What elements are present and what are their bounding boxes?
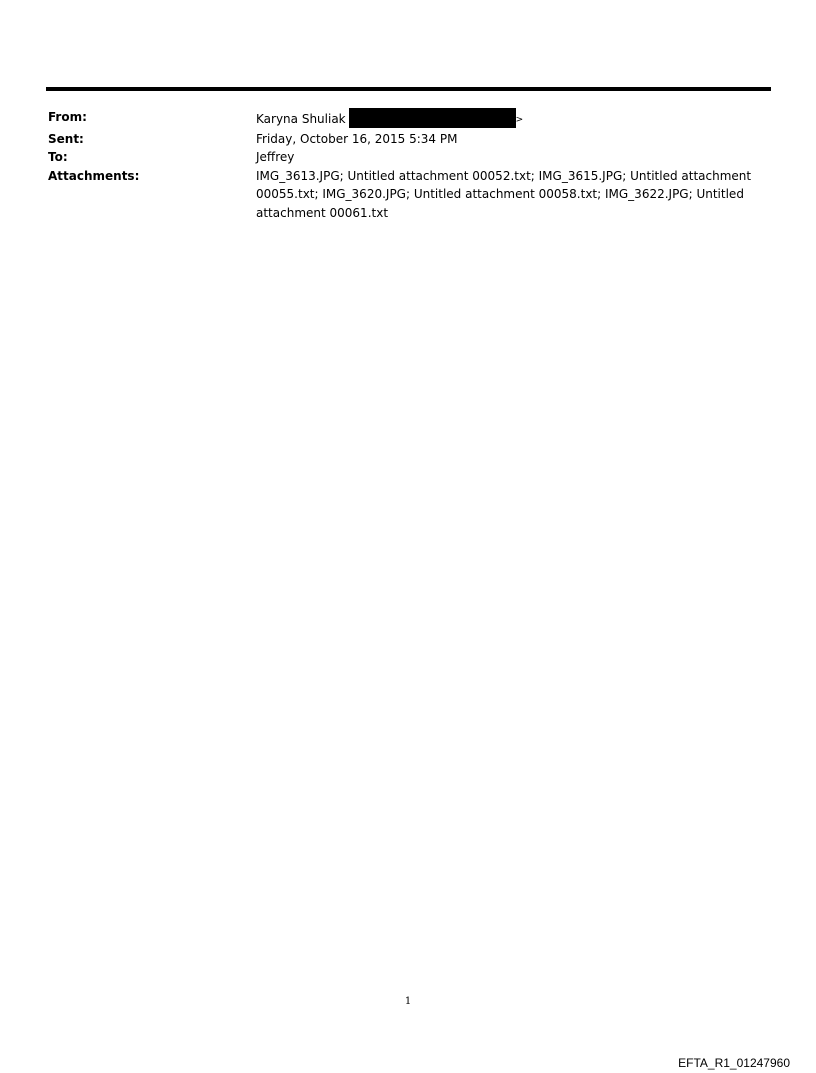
email-header	[48, 108, 768, 222]
from-row	[48, 108, 768, 130]
redaction-block	[349, 108, 516, 128]
from-label: From:	[48, 110, 87, 124]
attachments-row	[48, 167, 768, 223]
to-label: To:	[48, 150, 68, 164]
attachments-value: IMG_3613.JPG; Untitled attachment 00052.txt; IMG_3615.JPG; Untitled attachment 00055.txt; IMG_3620.JPG; Untitled attachment 00058.txt; IMG_3622.JPG; Untitled attachment 00061.txt	[256, 168, 752, 220]
from-value	[256, 108, 768, 130]
sent-value: Friday, October 16, 2015 5:34 PM	[256, 131, 458, 146]
sender-name: Karyna Shuliak	[256, 112, 346, 126]
to-row	[48, 148, 768, 167]
sent-label: Sent:	[48, 131, 84, 146]
attachments-label: Attachments:	[48, 168, 140, 183]
document-id: EFTA_R1_01247960	[678, 1056, 790, 1070]
page-number: 1	[404, 996, 412, 1007]
email-bracket-close: >	[515, 115, 524, 125]
sent-row	[48, 130, 768, 149]
header-rule	[46, 87, 771, 91]
to-value: Jeffrey	[256, 150, 295, 164]
